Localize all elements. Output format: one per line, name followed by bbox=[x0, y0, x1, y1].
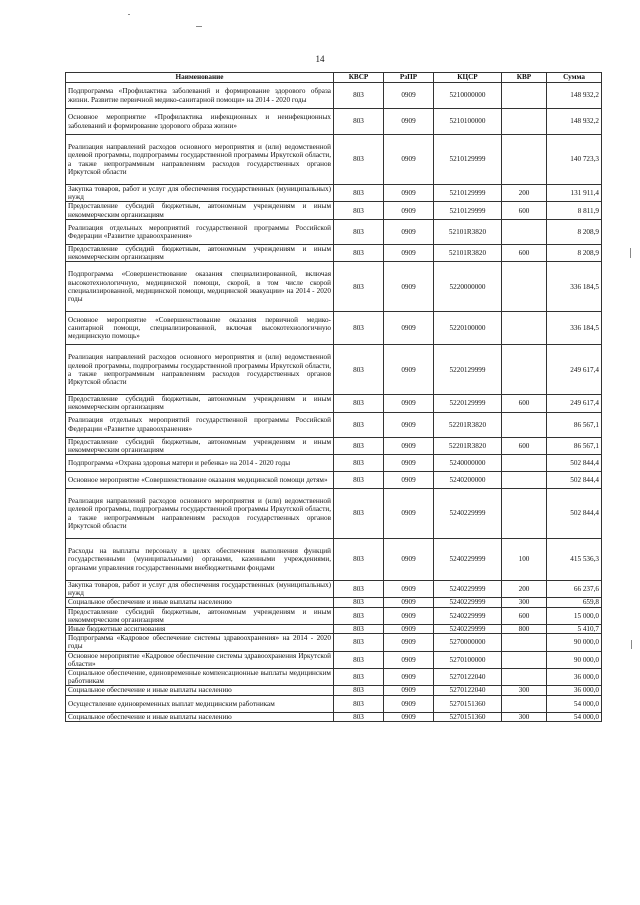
row-sum: 148 932,2 bbox=[547, 83, 602, 109]
row-name: Реализация отдельных мероприятий государственной программы Российской Федерации «Развитие здравоохранения» bbox=[66, 412, 334, 437]
col-header-name: Наименование bbox=[66, 73, 334, 83]
table-row bbox=[66, 185, 602, 202]
row-sum: 90 000,0 bbox=[547, 651, 602, 668]
row-kvsr: 803 bbox=[334, 607, 384, 624]
table-row bbox=[66, 244, 602, 261]
row-kvsr: 803 bbox=[334, 185, 384, 202]
row-sum: 86 567,1 bbox=[547, 412, 602, 437]
row-kvsr: 803 bbox=[334, 395, 384, 412]
table-row bbox=[66, 625, 602, 634]
row-kvr bbox=[502, 83, 547, 109]
table-row bbox=[66, 669, 602, 686]
row-name: Предоставление субсидий бюджетным, автономным учреждениям и иным некоммерческим организациям bbox=[66, 607, 334, 624]
table-row bbox=[66, 202, 602, 219]
row-name: Основное мероприятие «Профилактика инфекционных и неинфекционных заболеваний и формирование здорового образа жизни» bbox=[66, 109, 334, 135]
row-rzpr: 0909 bbox=[384, 489, 434, 539]
row-kvsr: 803 bbox=[334, 695, 384, 712]
row-rzpr: 0909 bbox=[384, 686, 434, 695]
table-row bbox=[66, 581, 602, 598]
row-kvr: 600 bbox=[502, 437, 547, 454]
row-kvsr: 803 bbox=[334, 312, 384, 345]
row-name: Закупка товаров, работ и услуг для обеспечения государственных (муниципальных) нужд bbox=[66, 185, 334, 202]
row-sum: 54 000,0 bbox=[547, 695, 602, 712]
row-name: Предоставление субсидий бюджетным, автономным учреждениям и иным некоммерческим организациям bbox=[66, 437, 334, 454]
row-name: Расходы на выплаты персоналу в целях обеспечения выполнения функций государственными (муниципальными) органами, казенными учреждениями, органами управления государственными внебюджетными фондами bbox=[66, 539, 334, 581]
table-row bbox=[66, 437, 602, 454]
row-kvsr: 803 bbox=[334, 109, 384, 135]
row-sum: 90 000,0 bbox=[547, 634, 602, 651]
row-name: Подпрограмма «Кадровое обеспечение системы здравоохранения» на 2014 - 2020 годы bbox=[66, 634, 334, 651]
row-kcsr: 52101R3820 bbox=[434, 219, 502, 244]
row-name: Социальное обеспечение и иные выплаты населению bbox=[66, 686, 334, 695]
row-kvr bbox=[502, 651, 547, 668]
row-name: Основное мероприятие «Кадровое обеспечение системы здравоохранения Иркутской области» bbox=[66, 651, 334, 668]
row-rzpr: 0909 bbox=[384, 202, 434, 219]
row-name: Реализация направлений расходов основного мероприятия и (или) ведомственной целевой программы, подпрограммы государственной программы Иркутской области, а также непрограммным направлениям расходов государственных органов Иркутской области bbox=[66, 489, 334, 539]
row-kvr bbox=[502, 412, 547, 437]
row-name: Социальное обеспечение, единовременные компенсационные выплаты медицинским работникам bbox=[66, 669, 334, 686]
row-kvsr: 803 bbox=[334, 625, 384, 634]
row-kvsr: 803 bbox=[334, 345, 384, 395]
row-kvsr: 803 bbox=[334, 581, 384, 598]
row-rzpr: 0909 bbox=[384, 412, 434, 437]
row-rzpr: 0909 bbox=[384, 109, 434, 135]
row-sum: 66 237,6 bbox=[547, 581, 602, 598]
row-sum: 659,8 bbox=[547, 598, 602, 607]
row-sum: 148 932,2 bbox=[547, 109, 602, 135]
row-name: Реализация отдельных мероприятий государственной программы Российской Федерации «Развитие здравоохранения» bbox=[66, 219, 334, 244]
table-body bbox=[66, 83, 602, 722]
table-row bbox=[66, 412, 602, 437]
row-rzpr: 0909 bbox=[384, 581, 434, 598]
table-row bbox=[66, 539, 602, 581]
row-name: Подпрограмма «Совершенствование оказания специализированной, включая высокотехнологичную, медицинской помощи, скорой, в том числе скорой специализированной, медицинской помощи, медицинской эвакуации» на 2014 - 2020 годы bbox=[66, 262, 334, 312]
table-row bbox=[66, 395, 602, 412]
row-kvsr: 803 bbox=[334, 712, 384, 721]
table-row bbox=[66, 109, 602, 135]
row-sum: 86 567,1 bbox=[547, 437, 602, 454]
row-rzpr: 0909 bbox=[384, 437, 434, 454]
row-kcsr: 5270122040 bbox=[434, 686, 502, 695]
row-rzpr: 0909 bbox=[384, 219, 434, 244]
row-name: Предоставление субсидий бюджетным, автономным учреждениям и иным некоммерческим организациям bbox=[66, 395, 334, 412]
row-kvsr: 803 bbox=[334, 539, 384, 581]
row-kcsr: 5210129999 bbox=[434, 135, 502, 185]
table-row bbox=[66, 262, 602, 312]
table-row bbox=[66, 83, 602, 109]
row-kvr bbox=[502, 262, 547, 312]
row-kcsr: 5220000000 bbox=[434, 262, 502, 312]
row-rzpr: 0909 bbox=[384, 634, 434, 651]
row-kvr: 600 bbox=[502, 607, 547, 624]
row-kcsr: 52201R3820 bbox=[434, 412, 502, 437]
row-sum: 36 000,0 bbox=[547, 686, 602, 695]
page-number: 14 bbox=[315, 54, 325, 64]
row-rzpr: 0909 bbox=[384, 83, 434, 109]
row-kcsr: 5240000000 bbox=[434, 455, 502, 472]
row-rzpr: 0909 bbox=[384, 135, 434, 185]
table-row bbox=[66, 712, 602, 721]
row-kvsr: 803 bbox=[334, 244, 384, 261]
row-sum: 502 844,4 bbox=[547, 472, 602, 489]
row-kvsr: 803 bbox=[334, 634, 384, 651]
row-rzpr: 0909 bbox=[384, 607, 434, 624]
row-rzpr: 0909 bbox=[384, 345, 434, 395]
table-row bbox=[66, 634, 602, 651]
row-sum: 502 844,4 bbox=[547, 455, 602, 472]
row-rzpr: 0909 bbox=[384, 185, 434, 202]
row-rzpr: 0909 bbox=[384, 312, 434, 345]
row-rzpr: 0909 bbox=[384, 695, 434, 712]
row-kvsr: 803 bbox=[334, 489, 384, 539]
row-kcsr: 5210100000 bbox=[434, 109, 502, 135]
row-kvsr: 803 bbox=[334, 202, 384, 219]
row-kcsr: 5270100000 bbox=[434, 651, 502, 668]
row-sum: 5 410,7 bbox=[547, 625, 602, 634]
table-row bbox=[66, 598, 602, 607]
row-kvr bbox=[502, 634, 547, 651]
row-rzpr: 0909 bbox=[384, 651, 434, 668]
row-kvsr: 803 bbox=[334, 135, 384, 185]
row-name: Социальное обеспечение и иные выплаты населению bbox=[66, 712, 334, 721]
row-kvr: 300 bbox=[502, 712, 547, 721]
row-kcsr: 5240229999 bbox=[434, 625, 502, 634]
row-kvr bbox=[502, 669, 547, 686]
row-rzpr: 0909 bbox=[384, 712, 434, 721]
row-kvsr: 803 bbox=[334, 219, 384, 244]
table-row bbox=[66, 472, 602, 489]
budget-table bbox=[65, 72, 602, 722]
row-kvsr: 803 bbox=[334, 437, 384, 454]
row-kvr: 300 bbox=[502, 686, 547, 695]
row-kcsr: 5240229999 bbox=[434, 489, 502, 539]
row-kvsr: 803 bbox=[334, 262, 384, 312]
row-kcsr: 5270151360 bbox=[434, 712, 502, 721]
table-row bbox=[66, 455, 602, 472]
row-kvr bbox=[502, 455, 547, 472]
table-row bbox=[66, 695, 602, 712]
row-kcsr: 5240229999 bbox=[434, 598, 502, 607]
row-kvsr: 803 bbox=[334, 472, 384, 489]
row-kvr: 600 bbox=[502, 244, 547, 261]
row-kvsr: 803 bbox=[334, 412, 384, 437]
row-name: Социальное обеспечение и иные выплаты населению bbox=[66, 598, 334, 607]
col-header-sum: Сумма bbox=[547, 73, 602, 83]
row-kvsr: 803 bbox=[334, 83, 384, 109]
row-name: Подпрограмма «Охрана здоровья матери и ребенка» на 2014 - 2020 годы bbox=[66, 455, 334, 472]
row-name: Иные бюджетные ассигнования bbox=[66, 625, 334, 634]
row-kvsr: 803 bbox=[334, 686, 384, 695]
row-kvr bbox=[502, 472, 547, 489]
row-rzpr: 0909 bbox=[384, 539, 434, 581]
row-sum: 249 617,4 bbox=[547, 395, 602, 412]
scan-mark bbox=[196, 26, 202, 27]
row-kvr bbox=[502, 109, 547, 135]
row-kvr: 300 bbox=[502, 598, 547, 607]
row-sum: 415 536,3 bbox=[547, 539, 602, 581]
row-kvr: 200 bbox=[502, 185, 547, 202]
row-name: Реализация направлений расходов основного мероприятия и (или) ведомственной целевой программы, подпрограммы государственной программы Иркутской области, а также непрограммным направлениям расходов государственных органов Иркутской области bbox=[66, 135, 334, 185]
row-kcsr: 5270122040 bbox=[434, 669, 502, 686]
row-rzpr: 0909 bbox=[384, 472, 434, 489]
row-kcsr: 5210129999 bbox=[434, 202, 502, 219]
row-kvr: 600 bbox=[502, 395, 547, 412]
row-rzpr: 0909 bbox=[384, 598, 434, 607]
row-kvsr: 803 bbox=[334, 455, 384, 472]
row-kcsr: 5210129999 bbox=[434, 185, 502, 202]
row-name: Подпрограмма «Профилактика заболеваний и формирование здорового образа жизни. Развитие первичной медико-санитарной помощи» на 2014 - 2020 годы bbox=[66, 83, 334, 109]
table-row bbox=[66, 607, 602, 624]
scan-mark bbox=[630, 248, 631, 258]
row-kvsr: 803 bbox=[334, 669, 384, 686]
table-row bbox=[66, 135, 602, 185]
row-rzpr: 0909 bbox=[384, 669, 434, 686]
row-sum: 140 723,3 bbox=[547, 135, 602, 185]
row-name: Осуществление единовременных выплат медицинским работникам bbox=[66, 695, 334, 712]
row-kvsr: 803 bbox=[334, 651, 384, 668]
row-kvr bbox=[502, 345, 547, 395]
col-header-kvsr: КВСР bbox=[334, 73, 384, 83]
row-kcsr: 5220129999 bbox=[434, 345, 502, 395]
row-name: Предоставление субсидий бюджетным, автономным учреждениям и иным некоммерческим организациям bbox=[66, 202, 334, 219]
row-kvr bbox=[502, 489, 547, 539]
row-kvr bbox=[502, 135, 547, 185]
row-kcsr: 5240229999 bbox=[434, 607, 502, 624]
row-sum: 8 208,9 bbox=[547, 219, 602, 244]
row-kvsr: 803 bbox=[334, 598, 384, 607]
row-sum: 336 184,5 bbox=[547, 262, 602, 312]
row-name: Предоставление субсидий бюджетным, автономным учреждениям и иным некоммерческим организациям bbox=[66, 244, 334, 261]
row-rzpr: 0909 bbox=[384, 625, 434, 634]
row-kvr: 200 bbox=[502, 581, 547, 598]
row-sum: 36 000,0 bbox=[547, 669, 602, 686]
table-header-row bbox=[66, 73, 602, 83]
row-kvr bbox=[502, 219, 547, 244]
row-sum: 54 000,0 bbox=[547, 712, 602, 721]
row-name: Основное мероприятие «Совершенствование оказания медицинской помощи детям» bbox=[66, 472, 334, 489]
row-rzpr: 0909 bbox=[384, 455, 434, 472]
row-kcsr: 5270151360 bbox=[434, 695, 502, 712]
row-rzpr: 0909 bbox=[384, 244, 434, 261]
row-kcsr: 5240229999 bbox=[434, 539, 502, 581]
col-header-rzpr: РзПР bbox=[384, 73, 434, 83]
table-row bbox=[66, 312, 602, 345]
row-name: Закупка товаров, работ и услуг для обеспечения государственных (муниципальных) нужд bbox=[66, 581, 334, 598]
row-kvr: 600 bbox=[502, 202, 547, 219]
row-sum: 8 208,9 bbox=[547, 244, 602, 261]
row-kvr bbox=[502, 312, 547, 345]
row-kcsr: 52201R3820 bbox=[434, 437, 502, 454]
row-sum: 502 844,4 bbox=[547, 489, 602, 539]
row-kcsr: 52101R3820 bbox=[434, 244, 502, 261]
row-kcsr: 5220129999 bbox=[434, 395, 502, 412]
row-rzpr: 0909 bbox=[384, 262, 434, 312]
row-sum: 8 811,9 bbox=[547, 202, 602, 219]
row-kcsr: 5210000000 bbox=[434, 83, 502, 109]
col-header-kvr: КВР bbox=[502, 73, 547, 83]
scan-mark bbox=[631, 640, 632, 649]
row-kcsr: 5220100000 bbox=[434, 312, 502, 345]
row-sum: 336 184,5 bbox=[547, 312, 602, 345]
table-row bbox=[66, 686, 602, 695]
col-header-kcsr: КЦСР bbox=[434, 73, 502, 83]
table-row bbox=[66, 651, 602, 668]
row-sum: 131 911,4 bbox=[547, 185, 602, 202]
row-name: Реализация направлений расходов основного мероприятия и (или) ведомственной целевой программы, подпрограммы государственной программы Иркутской области, а также непрограммным направлениям расходов государственных органов Иркутской области bbox=[66, 345, 334, 395]
table-row bbox=[66, 345, 602, 395]
scan-mark bbox=[128, 14, 130, 15]
row-kcsr: 5240229999 bbox=[434, 581, 502, 598]
row-kvr bbox=[502, 695, 547, 712]
row-sum: 15 000,0 bbox=[547, 607, 602, 624]
row-kvr: 800 bbox=[502, 625, 547, 634]
table-row bbox=[66, 219, 602, 244]
row-kcsr: 5240200000 bbox=[434, 472, 502, 489]
row-rzpr: 0909 bbox=[384, 395, 434, 412]
row-name: Основное мероприятие «Совершенствование оказания первичной медико-санитарной помощи, специализированной, включая высокотехнологичную медицинскую помощь» bbox=[66, 312, 334, 345]
row-kcsr: 5270000000 bbox=[434, 634, 502, 651]
row-kvr: 100 bbox=[502, 539, 547, 581]
row-sum: 249 617,4 bbox=[547, 345, 602, 395]
table-row bbox=[66, 489, 602, 539]
